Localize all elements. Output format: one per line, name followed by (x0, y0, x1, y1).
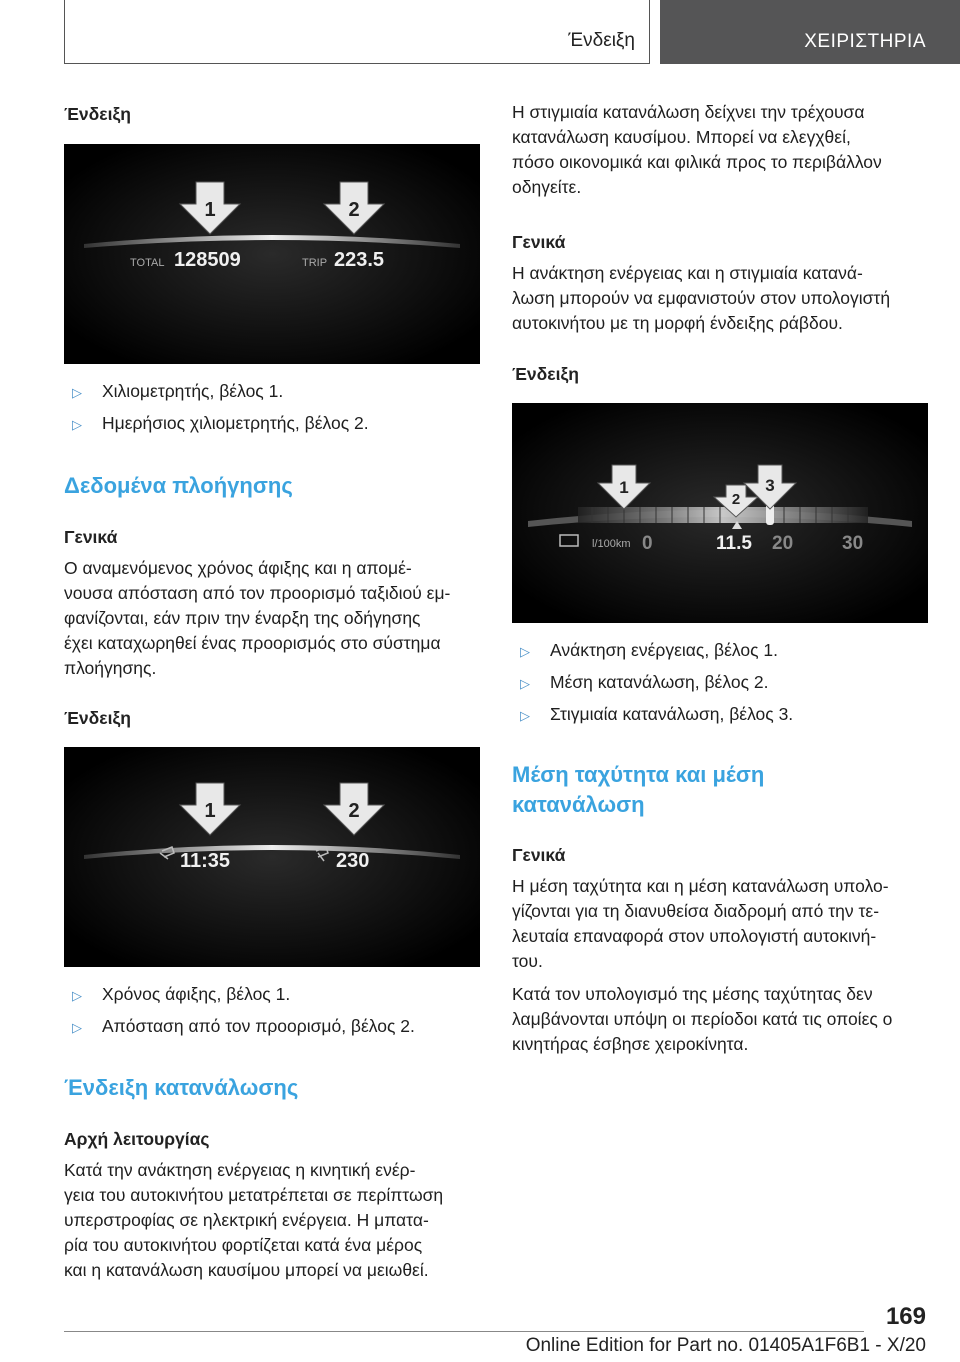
scale-20: 20 (772, 533, 794, 554)
scale-30: 30 (842, 533, 864, 554)
average-paragraph: Η μέση ταχύτητα και η μέση κατανάλωση υπολο- γίζονται για τη διανυθείσα διαδρομή από την τε- λευταία επαναφορά στον υπολογιστή αυτοκινή- του. (512, 876, 889, 971)
arrival-time-value: 11:35 (180, 850, 231, 872)
total-value: 128509 (174, 249, 241, 271)
bullet-item: ▷ Απόσταση από τον προορισμό, βέλος 2. (72, 1016, 415, 1036)
triangle-bullet-icon: ▷ (72, 417, 82, 432)
arrow-2-label: 2 (348, 199, 360, 221)
general-paragraph: Η ανάκτηση ενέργειας και η στιγμιαία κατανά- λωση μπορούν να εμφανιστούν στον υπολογιστή αυτοκινήτου με τη μορφή ένδειξης ράβδου. (512, 263, 891, 333)
bullet-item: ▷ Μέση κατανάλωση, βέλος 2. (520, 672, 769, 692)
unit-label: l/100km (592, 538, 631, 550)
bullet-item: ▷ Χιλιομετρητής, βέλος 1. (72, 381, 284, 401)
bullet-item: ▷ Ημερήσιος χιλιομετρητής, βέλος 2. (72, 413, 369, 433)
header-section-tab (64, 0, 650, 64)
trip-label: TRIP (302, 257, 328, 269)
intro-paragraph: Η στιγμιαία κατανάλωση δείχνει την τρέχουσα κατανάλωση καυσίμου. Μπορεί να ελεγχθεί, πόσο οικονομικά και φιλικά προς το περιβάλλον οδηγείτε. (512, 102, 882, 197)
arrow-1-label: 1 (204, 199, 216, 221)
operating-paragraph: Κατά την ανάκτηση ενέργειας η κινητική ενέρ- γεια του αυτοκινήτου μετατρέπεται σε περίπτωση υπερστροφίας σε ηλεκτρική ενέργεια. Η μπατα- ρία του αυτοκινήτου φορτίζεται κατά ένα μέρος και η κατανάλωση καυσίμου μπορεί να μειωθεί. (64, 1160, 444, 1280)
trip-value: 223.5 (334, 249, 385, 271)
header-chapter-tab (660, 0, 960, 64)
odometer-display-image (64, 144, 480, 364)
subheading-operating-principle: Αρχή λειτουργίας (64, 1129, 210, 1149)
triangle-bullet-icon: ▷ (72, 1020, 82, 1035)
navigation-paragraph: Ο αναμενόμενος χρόνος άφιξης και η απομέ- νουσα απόσταση από τον προορισμό ταξιδιού εμ- φανίζονται, εάν πριν την έναρξη της οδήγησης έχει καταχωρηθεί ένας προορισμός στο σύστημα πλοήγησης. (64, 558, 451, 678)
heading-consumption-display: Ένδειξη κατανάλωσης (64, 1075, 299, 1100)
subheading-display-1: Ένδειξη (64, 104, 131, 124)
footer-divider (64, 1331, 864, 1332)
triangle-bullet-icon: ▷ (520, 644, 530, 659)
triangle-bullet-icon: ▷ (520, 676, 530, 691)
scale-0: 0 (642, 533, 653, 554)
triangle-bullet-icon: ▷ (520, 708, 530, 723)
triangle-bullet-icon: ▷ (72, 988, 82, 1003)
page-number: 169 (885, 1303, 926, 1330)
arrow-1-label: 1 (204, 800, 216, 822)
header-section-label: Ένδειξη (568, 30, 635, 51)
edition-note: Online Edition for Part no. 01405A1F6B1 - X/20 (525, 1335, 926, 1356)
average-value: 11.5 (716, 533, 752, 554)
subheading-general: Γενικά (512, 845, 566, 865)
subheading-display-2: Ένδειξη (64, 708, 131, 728)
arrow-2-label: 2 (731, 491, 741, 508)
arrow-2-label: 2 (348, 800, 360, 822)
header-chapter-label: ΧΕΙΡΙΣΤΗΡΙΑ (804, 31, 926, 52)
subheading-general: Γενικά (64, 527, 118, 547)
triangle-bullet-icon: ▷ (72, 385, 82, 400)
heading-average-speed: Μέση ταχύτητα και μέση κατανάλωση (512, 762, 765, 817)
average-paragraph-2: Κατά τον υπολογισμό της μέσης ταχύτητας δεν λαμβάνονται υπόψη οι περίοδοι κατά τις οποίες ο κινητήρας έσβησε χειροκίνητα. (512, 984, 893, 1054)
heading-navigation-data: Δεδομένα πλοήγησης (64, 473, 293, 498)
arrival-display-image (64, 747, 480, 967)
subheading-general: Γενικά (512, 232, 566, 252)
subheading-display-3: Ένδειξη (512, 364, 579, 384)
total-label: TOTAL (130, 257, 165, 269)
distance-value: 230 (336, 850, 370, 872)
consumption-bar-image (512, 403, 928, 623)
arrow-3-label: 3 (765, 476, 775, 495)
bullet-item: ▷ Στιγμιαία κατανάλωση, βέλος 3. (520, 704, 794, 724)
bullet-item: ▷ Ανάκτηση ενέργειας, βέλος 1. (520, 640, 779, 660)
arrow-1-label: 1 (619, 478, 629, 497)
bullet-item: ▷ Χρόνος άφιξης, βέλος 1. (72, 984, 291, 1004)
